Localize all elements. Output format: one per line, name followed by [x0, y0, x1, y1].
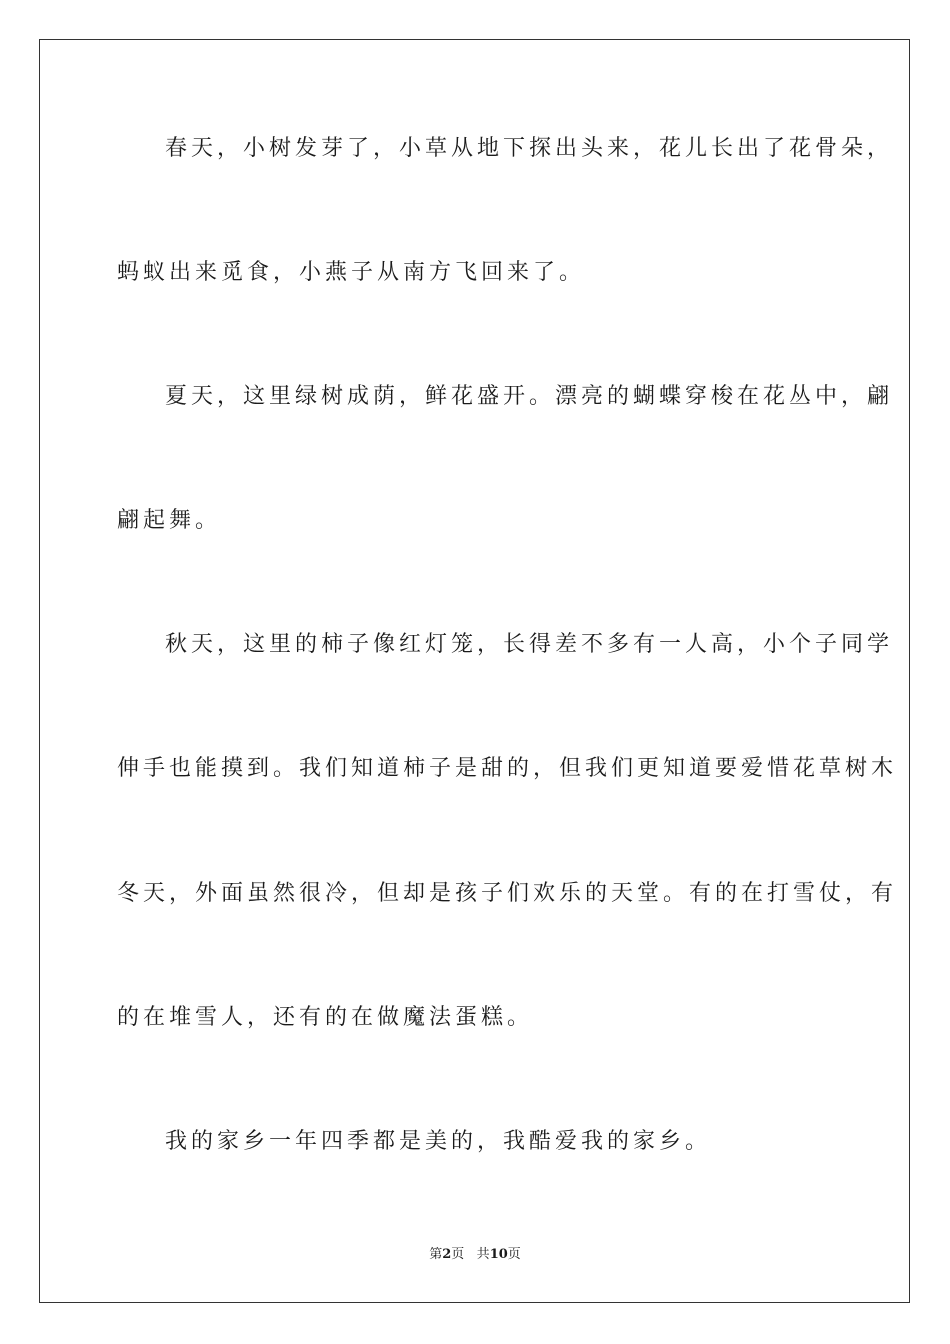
footer-total-pages: 10 — [489, 1247, 508, 1262]
paragraph-summer-line-1: 夏天，这里绿树成荫，鲜花盛开。漂亮的蝴蝶穿梭在花丛中，翩 — [165, 384, 894, 409]
paragraph-autumn-line-2: 伸手也能摸到。我们知道柿子是甜的，但我们更知道要爱惜花草树木 — [117, 756, 898, 781]
paragraph-winter-line-2: 的在堆雪人，还有的在做魔法蛋糕。 — [117, 1005, 534, 1030]
page-border — [39, 39, 910, 1303]
paragraph-summer-line-2: 翩起舞。 — [117, 508, 222, 533]
footer-total-prefix: 共 — [476, 1247, 490, 1262]
footer-gap — [464, 1247, 476, 1262]
paragraph-spring-line-2: 蚂蚁出来觅食，小燕子从南方飞回来了。 — [117, 260, 586, 285]
footer-total-suffix: 页 — [507, 1247, 521, 1262]
footer-current-page: 2 — [442, 1247, 452, 1262]
footer-page-suffix: 页 — [451, 1247, 465, 1262]
paragraph-autumn-line-1: 秋天，这里的柿子像红灯笼，长得差不多有一人高，小个子同学 — [165, 632, 894, 657]
paragraph-winter-line-1: 冬天，外面虽然很冷，但却是孩子们欢乐的天堂。有的在打雪仗，有 — [117, 881, 898, 906]
paragraph-conclusion-line-1: 我的家乡一年四季都是美的，我酷爱我的家乡。 — [165, 1129, 712, 1154]
page-footer — [0, 1247, 950, 1263]
paragraph-spring-line-1: 春天，小树发芽了，小草从地下探出头来，花儿长出了花骨朵， — [165, 136, 894, 161]
footer-prefix: 第 — [429, 1247, 443, 1262]
